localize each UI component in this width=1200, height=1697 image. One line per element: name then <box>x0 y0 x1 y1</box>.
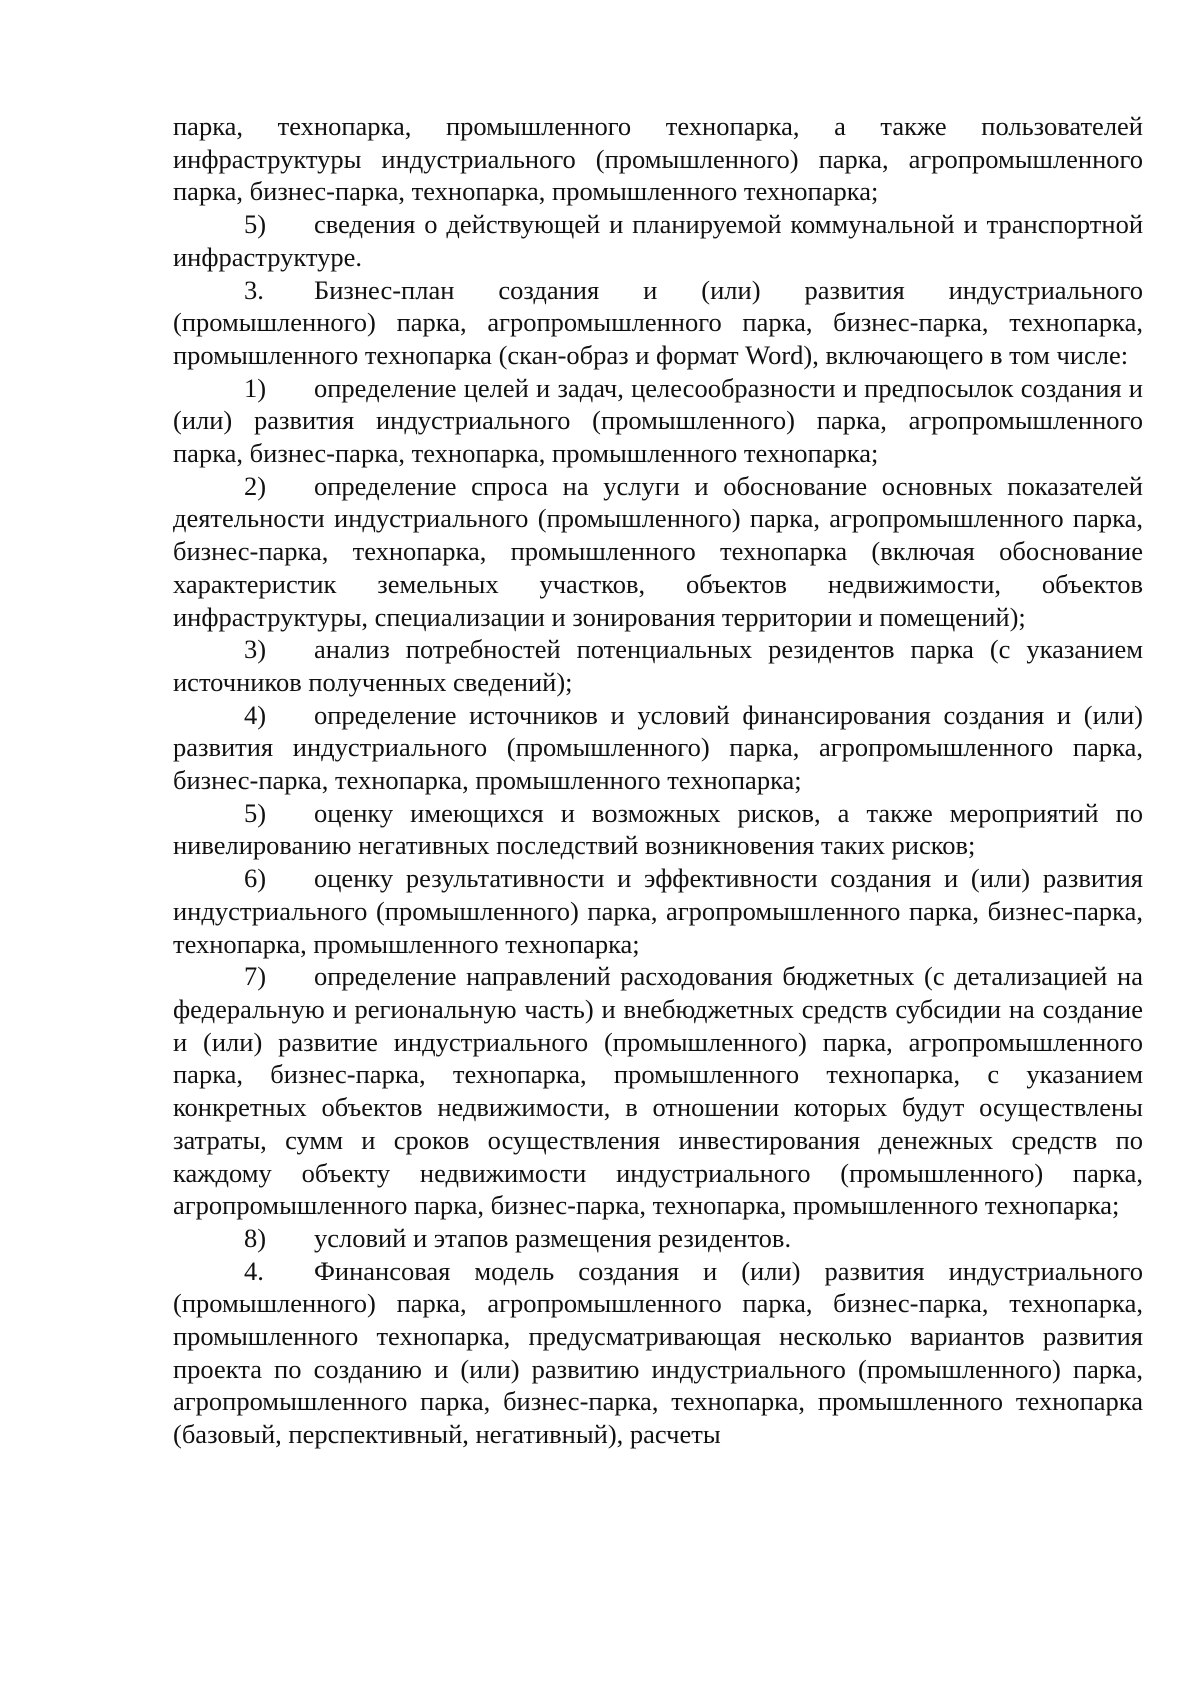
list-item <box>173 699 1143 797</box>
section-number: 4. <box>244 1255 264 1286</box>
item-text: определение источников и условий финансирования создания и (или) развития индустриального (промышленного) парка, агропромышленного парка, бизнес-парка, технопарка, промышленного технопарка; <box>173 699 1143 796</box>
list-item <box>173 470 1143 634</box>
list-item <box>173 797 1143 862</box>
paragraph-text: парка, технопарка, промышленного технопарка, а также пользователей инфраструктуры индустриального (промышленного) парка, агропромышленного парка, бизнес-парка, технопарка, промышленного технопарка; <box>173 111 1143 207</box>
list-item <box>173 633 1143 698</box>
item-text: определение спроса на услуги и обоснование основных показателей деятельности индустриального (промышленного) парка, агропромышленного парка, бизнес-парка, технопарка, промышленного технопарка (включая обоснование характеристик земельных участков, объектов недвижимости, объектов инфраструктуры, специализации и зонирования территории и помещений); <box>173 470 1143 632</box>
item-number: 5) <box>244 209 267 240</box>
section-text: Финансовая модель создания и (или) развития индустриального (промышленного) парка, агропромышленного парка, бизнес-парка, технопарка, промышленного технопарка, предусматривающая несколько вариантов развития проекта по созданию и (или) развитию индустриального (промышленного) парка, агропромышленного парка, бизнес-парка, технопарка, промышленного технопарка (базовый, перспективный, негативный), расчеты <box>173 1255 1143 1450</box>
section-item <box>173 1255 1143 1451</box>
section-number: 3. <box>244 274 264 305</box>
item-number: 4) <box>244 699 267 730</box>
section-text: Бизнес-план создания и (или) развития индустриального (промышленного) парка, агропромышленного парка, бизнес-парка, технопарка, промышленного технопарка (скан-образ и формат Word), включающего в том числе: <box>173 274 1143 370</box>
list-item <box>173 208 1143 273</box>
item-number: 6) <box>244 863 267 894</box>
list-item <box>173 1222 1143 1255</box>
paragraph-continuation <box>173 110 1143 208</box>
list-item <box>173 960 1143 1222</box>
item-text: анализ потребностей потенциальных резидентов парка (с указанием источников полученных сведений); <box>173 634 1143 697</box>
item-number: 1) <box>244 372 267 403</box>
item-text: условий и этапов размещения резидентов. <box>314 1222 792 1253</box>
item-text: сведения о действующей и планируемой коммунальной и транспортной инфраструктуре. <box>173 209 1143 272</box>
item-number: 7) <box>244 961 267 992</box>
section-item <box>173 274 1143 372</box>
item-number: 8) <box>244 1222 267 1253</box>
item-text: оценку результативности и эффективности создания и (или) развития индустриального (промышленного) парка, агропромышленного парка, бизнес-парка, технопарка, промышленного технопарка; <box>173 863 1143 959</box>
item-text: определение целей и задач, целесообразности и предпосылок создания и (или) развития индустриального (промышленного) парка, агропромышленного парка, бизнес-парка, технопарка, промышленного технопарка; <box>173 372 1143 469</box>
item-number: 5) <box>244 797 267 828</box>
item-text: определение направлений расходования бюджетных (с детализацией на федеральную и региональную часть) и внебюджетных средств субсидии на создание и (или) развитие индустриального (промышленного) парка, агропромышленного парка, бизнес-парка, технопарка, промышленного технопарка, с указанием конкретных объектов недвижимости, в отношении которых будут осуществлены затраты, сумм и сроков осуществления инвестирования денежных средств по каждому объекту недвижимости индустриального (промышленного) парка, агропромышленного парка, бизнес-парка, технопарка, промышленного технопарка; <box>173 961 1143 1221</box>
item-number: 3) <box>244 634 267 665</box>
item-number: 2) <box>244 470 267 501</box>
document-page <box>173 110 1143 1451</box>
list-item <box>173 372 1143 470</box>
item-text: оценку имеющихся и возможных рисков, а также мероприятий по нивелированию негативных последствий возникновения таких рисков; <box>173 797 1143 861</box>
list-item <box>173 862 1143 960</box>
